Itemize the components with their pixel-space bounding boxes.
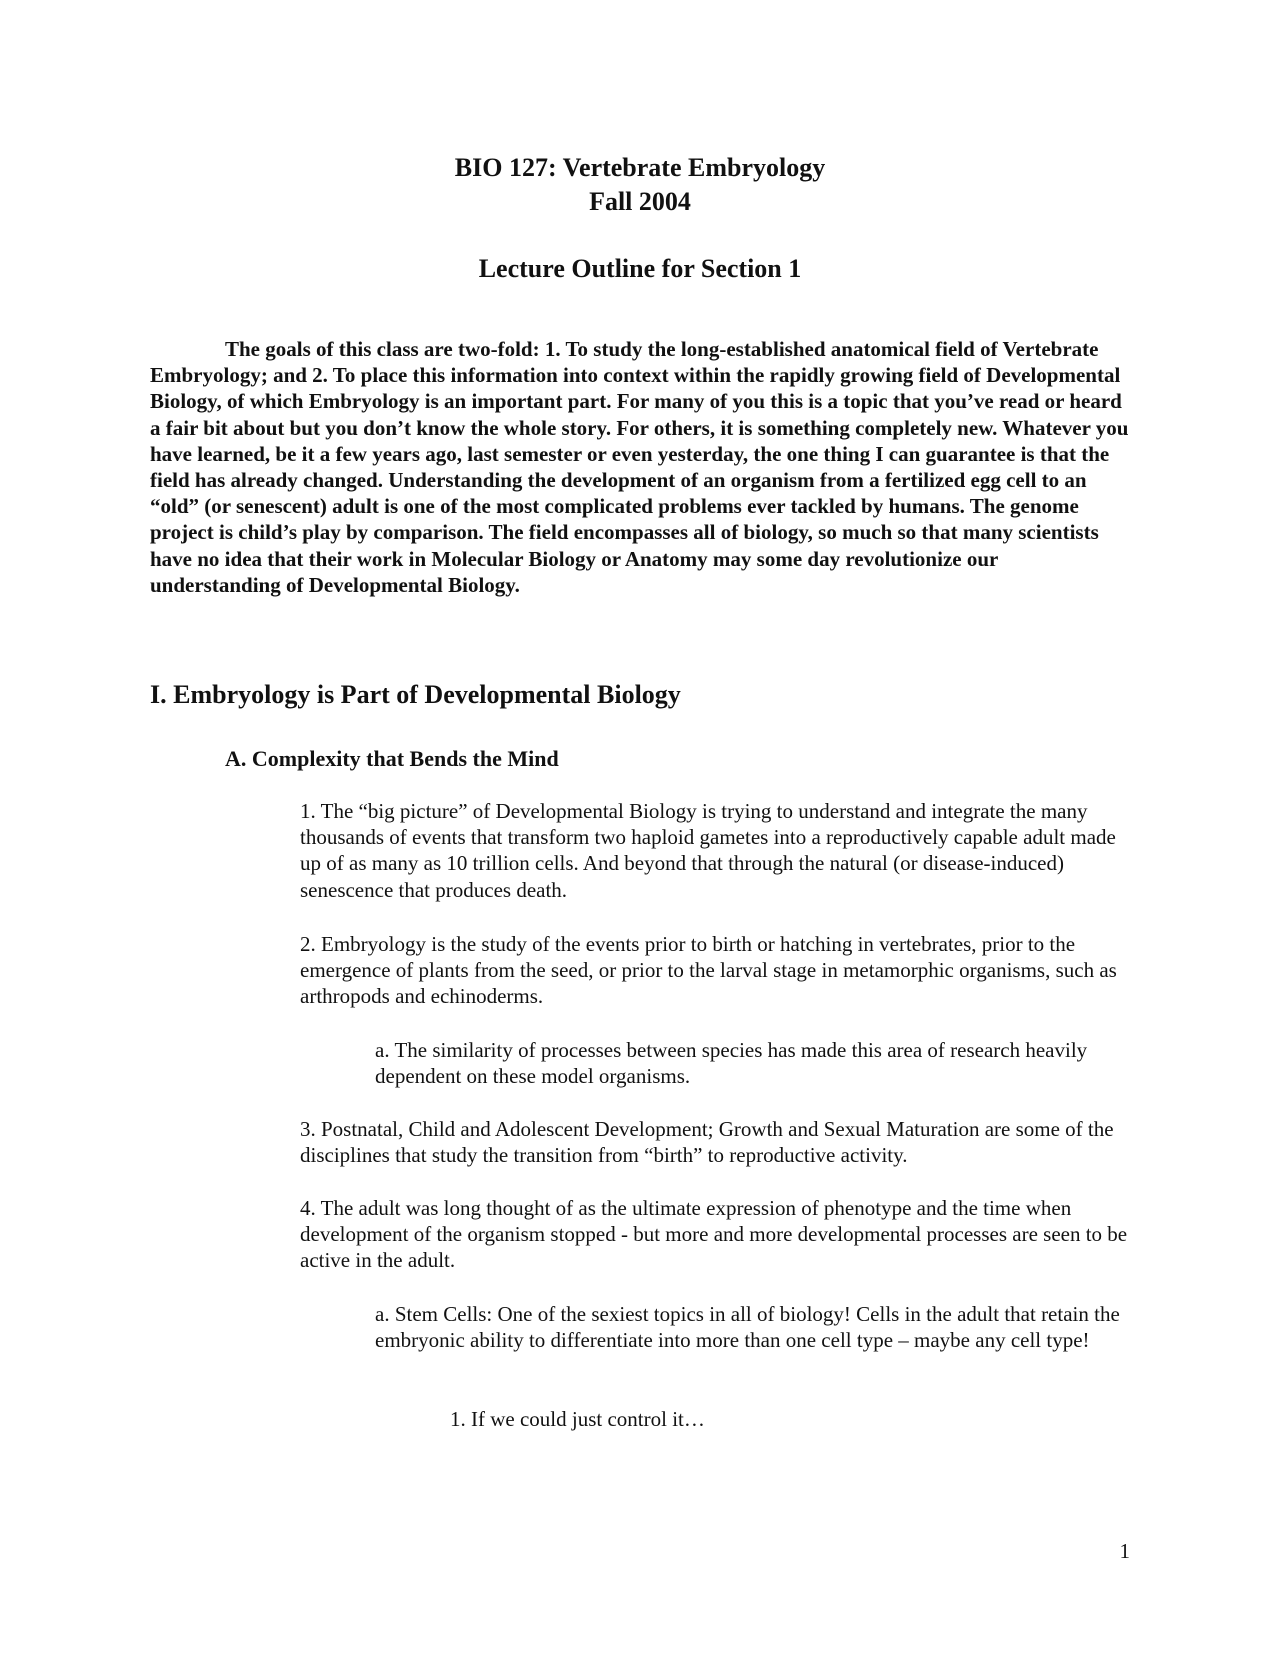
intro-paragraph: The goals of this class are two-fold: 1. To study the long-established anatomical field of Vertebrate Embryology; and 2. To place this information into context within the rapidly growing field of Developmental Biology, of which Embryology is an important part. For many of you this is a topic that you’ve read or heard a fair bit about but you don’t know the whole story. For others, it is something completely new. Whatever you have learned, be it a few years ago, last semester or even yesterday, the one thing I can guarantee is that the field has already changed. Understanding the development of an organism from a fertilized egg cell to an “old” (or senescent) adult is one of the most complicated problems ever tackled by humans. The genome project is child’s play by comparison. The field encompasses all of biology, so much so that many scientists have no idea that their work in Molecular Biology or Anatomy may some day revolutionize our understanding of Developmental Biology. — [150, 337, 1129, 597]
document-subtitle: Lecture Outline for Section 1 — [478, 254, 802, 283]
outline-point-2a: a. The similarity of processes between species has made this area of research heavily dependent on these model organisms. — [375, 1038, 1088, 1089]
course-title: BIO 127: Vertebrate Embryology — [454, 153, 826, 182]
outline-point-4a-1: 1. If we could just control it… — [450, 1407, 705, 1431]
outline-point-4a: a. Stem Cells: One of the sexiest topics in all of biology! Cells in the adult that retain the embryonic ability to differentiate into more than one cell type – maybe any cell type! — [375, 1302, 1120, 1353]
outline-point-1: 1. The “big picture” of Developmental Biology is trying to understand and integrate the many thousands of events that transform two haploid gametes into a reproductively capable adult made up of as many as 10 trillion cells. And beyond that through the natural (or disease-induced) senescence that produces death. — [300, 799, 1116, 902]
section-heading: I. Embryology is Part of Developmental Biology — [150, 680, 681, 709]
page-number: 1 — [1119, 1539, 1130, 1563]
subsection-heading: A. Complexity that Bends the Mind — [225, 746, 559, 771]
outline-point-4: 4. The adult was long thought of as the ultimate expression of phenotype and the time when development of the organism stopped - but more and more developmental processes are seen to be active in the adult. — [300, 1196, 1128, 1273]
term: Fall 2004 — [589, 187, 691, 216]
outline-point-3: 3. Postnatal, Child and Adolescent Development; Growth and Sexual Maturation are some of the disciplines that study the transition from “birth” to reproductive activity. — [300, 1117, 1114, 1168]
outline-point-2: 2. Embryology is the study of the events prior to birth or hatching in vertebrates, prior to the emergence of plants from the seed, or prior to the larval stage in metamorphic organisms, such as arthropods and echinoderms. — [300, 932, 1117, 1009]
